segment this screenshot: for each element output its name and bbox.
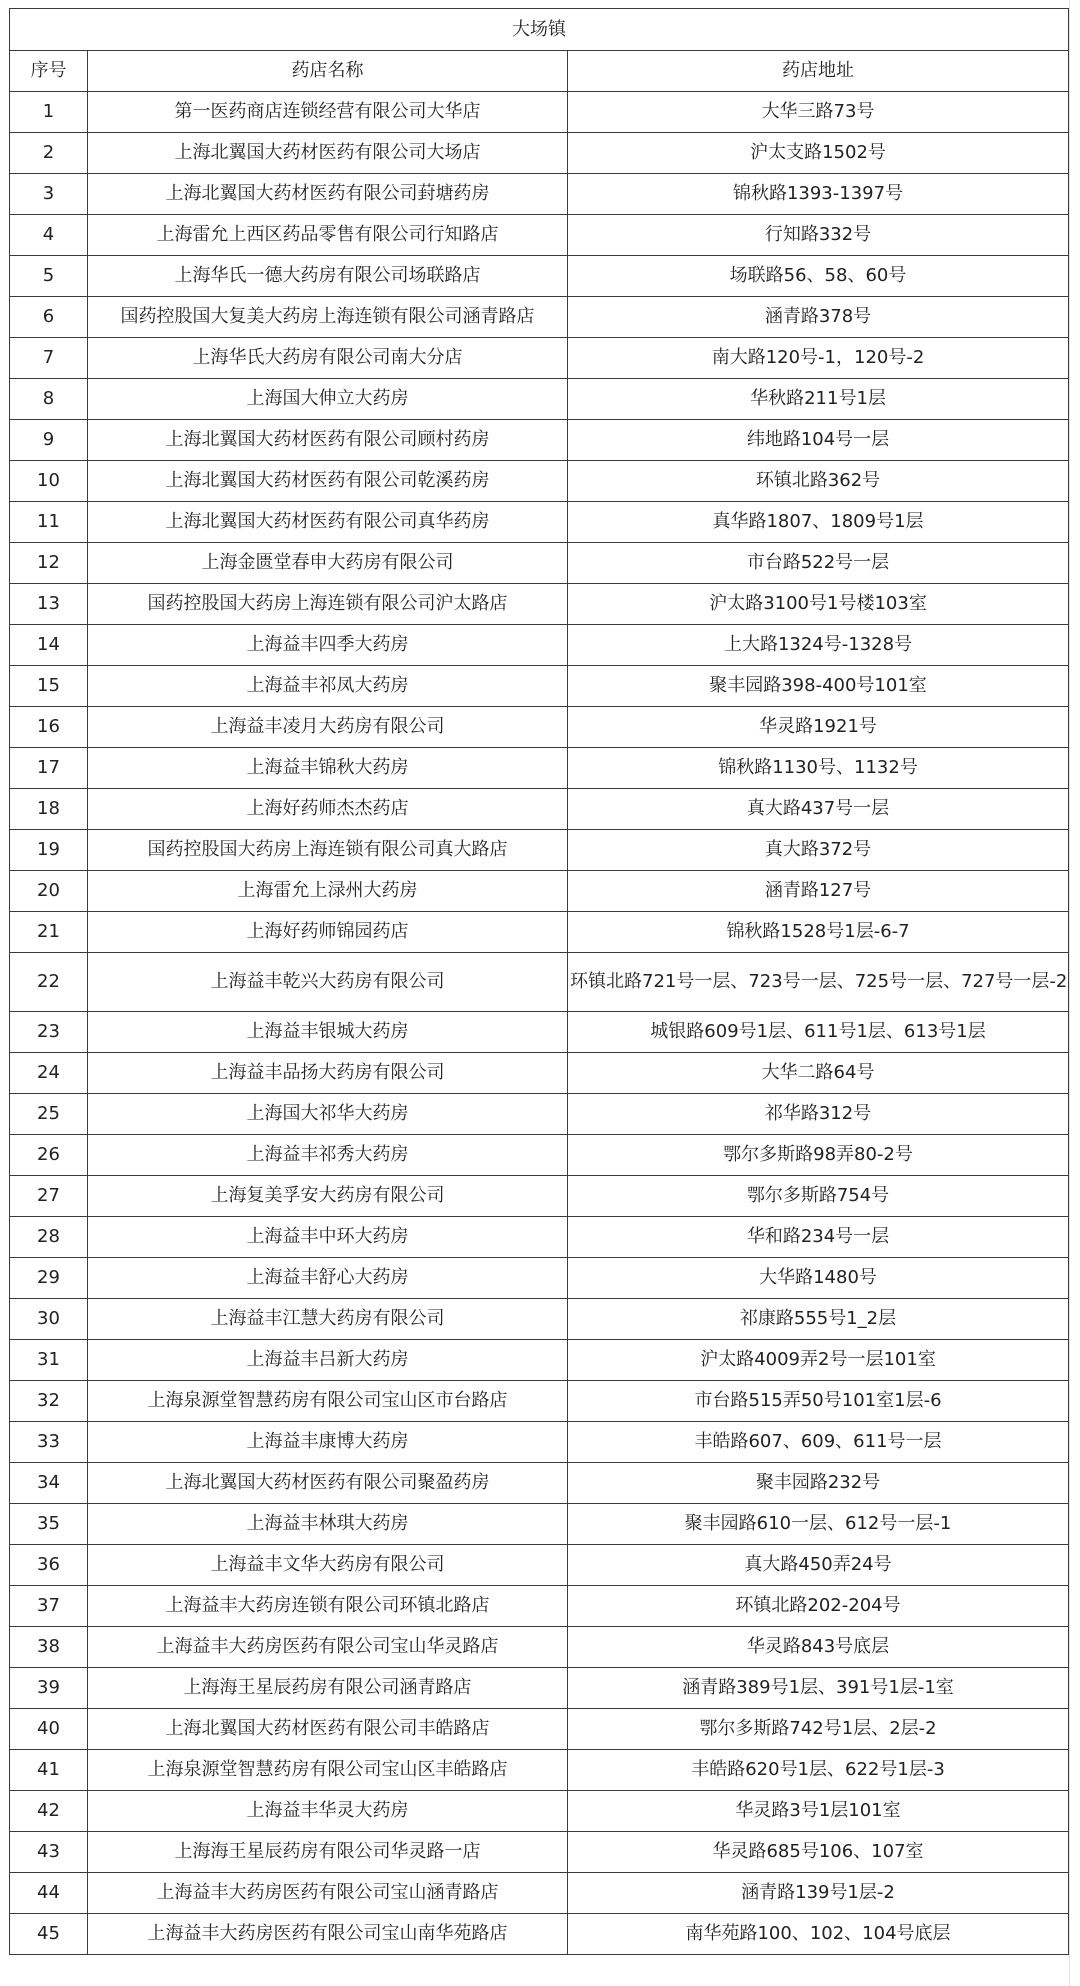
cell-pharmacy-address: 环镇北路362号 <box>568 461 1069 502</box>
cell-pharmacy-address: 大华三路73号 <box>568 92 1069 133</box>
cell-pharmacy-address: 涵青路127号 <box>568 871 1069 912</box>
cell-pharmacy-address: 祁华路312号 <box>568 1094 1069 1135</box>
cell-index: 7 <box>10 338 88 379</box>
cell-pharmacy-name: 上海益丰银城大药房 <box>88 1012 568 1053</box>
cell-pharmacy-address: 南大路120号-1，120号-2 <box>568 338 1069 379</box>
cell-pharmacy-name: 上海益丰祁秀大药房 <box>88 1135 568 1176</box>
cell-index: 15 <box>10 666 88 707</box>
cell-index: 9 <box>10 420 88 461</box>
cell-pharmacy-address: 真大路372号 <box>568 830 1069 871</box>
cell-pharmacy-name: 上海北翼国大药材医药有限公司大场店 <box>88 133 568 174</box>
cell-index: 41 <box>10 1750 88 1791</box>
cell-pharmacy-name: 上海益丰舒心大药房 <box>88 1258 568 1299</box>
cell-pharmacy-address: 丰皓路620号1层、622号1层-3 <box>568 1750 1069 1791</box>
cell-pharmacy-address: 沪太支路1502号 <box>568 133 1069 174</box>
table-row <box>10 871 1069 912</box>
cell-pharmacy-address: 沪太路3100号1号楼103室 <box>568 584 1069 625</box>
table-row <box>10 1258 1069 1299</box>
table-row <box>10 502 1069 543</box>
cell-index: 42 <box>10 1791 88 1832</box>
cell-pharmacy-address: 涵青路378号 <box>568 297 1069 338</box>
cell-pharmacy-name: 上海雷允上西区药品零售有限公司行知路店 <box>88 215 568 256</box>
cell-pharmacy-address: 环镇北路202-204号 <box>568 1586 1069 1627</box>
cell-index: 4 <box>10 215 88 256</box>
table-row <box>10 1299 1069 1340</box>
cell-index: 35 <box>10 1504 88 1545</box>
table-row <box>10 666 1069 707</box>
cell-pharmacy-address: 锦秋路1528号1层-6-7 <box>568 912 1069 953</box>
cell-pharmacy-name: 上海益丰康博大药房 <box>88 1422 568 1463</box>
cell-pharmacy-address: 华和路234号一层 <box>568 1217 1069 1258</box>
cell-pharmacy-address: 市台路522号一层 <box>568 543 1069 584</box>
cell-pharmacy-name: 上海益丰品扬大药房有限公司 <box>88 1053 568 1094</box>
cell-pharmacy-name: 上海华氏一德大药房有限公司场联路店 <box>88 256 568 297</box>
cell-index: 16 <box>10 707 88 748</box>
table-header-row <box>10 51 1069 92</box>
table-row <box>10 1750 1069 1791</box>
pharmacy-table <box>9 8 1069 1955</box>
cell-index: 45 <box>10 1914 88 1955</box>
cell-pharmacy-name: 上海益丰祁凤大药房 <box>88 666 568 707</box>
cell-pharmacy-name: 上海益丰吕新大药房 <box>88 1340 568 1381</box>
cell-pharmacy-name: 上海泉源堂智慧药房有限公司宝山区市台路店 <box>88 1381 568 1422</box>
cell-index: 43 <box>10 1832 88 1873</box>
cell-index: 28 <box>10 1217 88 1258</box>
column-header-address: 药店地址 <box>568 51 1069 92</box>
cell-pharmacy-address: 行知路332号 <box>568 215 1069 256</box>
cell-pharmacy-name: 上海益丰江慧大药房有限公司 <box>88 1299 568 1340</box>
cell-index: 19 <box>10 830 88 871</box>
cell-pharmacy-name: 上海华氏大药房有限公司南大分店 <box>88 338 568 379</box>
cell-index: 10 <box>10 461 88 502</box>
cell-pharmacy-name: 上海益丰凌月大药房有限公司 <box>88 707 568 748</box>
cell-pharmacy-address: 环镇北路721号一层、723号一层、725号一层、727号一层-2 <box>568 953 1069 1012</box>
cell-index: 29 <box>10 1258 88 1299</box>
cell-pharmacy-name: 上海国大伸立大药房 <box>88 379 568 420</box>
cell-pharmacy-address: 华秋路211号1层 <box>568 379 1069 420</box>
table-row <box>10 1053 1069 1094</box>
cell-pharmacy-name: 上海益丰乾兴大药房有限公司 <box>88 953 568 1012</box>
cell-pharmacy-address: 华灵路843号底层 <box>568 1627 1069 1668</box>
table-row <box>10 953 1069 1012</box>
table-row <box>10 584 1069 625</box>
table-row <box>10 1381 1069 1422</box>
cell-pharmacy-address: 聚丰园路398-400号101室 <box>568 666 1069 707</box>
cell-pharmacy-name: 国药控股国大药房上海连锁有限公司真大路店 <box>88 830 568 871</box>
cell-pharmacy-name: 上海北翼国大药材医药有限公司丰皓路店 <box>88 1709 568 1750</box>
cell-pharmacy-address: 华灵路3号1层101室 <box>568 1791 1069 1832</box>
cell-pharmacy-name: 上海益丰四季大药房 <box>88 625 568 666</box>
cell-pharmacy-name: 上海益丰林琪大药房 <box>88 1504 568 1545</box>
cell-pharmacy-address: 真华路1807、1809号1层 <box>568 502 1069 543</box>
cell-index: 33 <box>10 1422 88 1463</box>
cell-pharmacy-name: 上海北翼国大药材医药有限公司葑塘药房 <box>88 174 568 215</box>
cell-index: 5 <box>10 256 88 297</box>
cell-pharmacy-name: 上海益丰大药房医药有限公司宝山南华苑路店 <box>88 1914 568 1955</box>
cell-pharmacy-name: 上海益丰大药房连锁有限公司环镇北路店 <box>88 1586 568 1627</box>
table-row <box>10 1463 1069 1504</box>
table-row <box>10 1217 1069 1258</box>
cell-pharmacy-address: 大华路1480号 <box>568 1258 1069 1299</box>
table-row <box>10 461 1069 502</box>
cell-pharmacy-address: 南华苑路100、102、104号底层 <box>568 1914 1069 1955</box>
table-row <box>10 338 1069 379</box>
cell-pharmacy-address: 真大路437号一层 <box>568 789 1069 830</box>
cell-index: 31 <box>10 1340 88 1381</box>
cell-pharmacy-address: 沪太路4009弄2号一层101室 <box>568 1340 1069 1381</box>
cell-index: 38 <box>10 1627 88 1668</box>
cell-pharmacy-name: 上海金匮堂春申大药房有限公司 <box>88 543 568 584</box>
cell-index: 20 <box>10 871 88 912</box>
cell-index: 30 <box>10 1299 88 1340</box>
table-row <box>10 1668 1069 1709</box>
cell-pharmacy-name: 国药控股国大药房上海连锁有限公司沪太路店 <box>88 584 568 625</box>
cell-pharmacy-name: 上海益丰大药房医药有限公司宝山华灵路店 <box>88 1627 568 1668</box>
cell-index: 3 <box>10 174 88 215</box>
cell-index: 34 <box>10 1463 88 1504</box>
cell-index: 25 <box>10 1094 88 1135</box>
table-row <box>10 379 1069 420</box>
cell-index: 6 <box>10 297 88 338</box>
table-row <box>10 789 1069 830</box>
cell-index: 8 <box>10 379 88 420</box>
table-row <box>10 256 1069 297</box>
cell-index: 13 <box>10 584 88 625</box>
cell-pharmacy-name: 第一医药商店连锁经营有限公司大华店 <box>88 92 568 133</box>
cell-index: 22 <box>10 953 88 1012</box>
column-header-index: 序号 <box>10 51 88 92</box>
cell-index: 26 <box>10 1135 88 1176</box>
cell-index: 11 <box>10 502 88 543</box>
table-row <box>10 1832 1069 1873</box>
cell-pharmacy-address: 锦秋路1130号、1132号 <box>568 748 1069 789</box>
cell-pharmacy-address: 鄂尔多斯路754号 <box>568 1176 1069 1217</box>
cell-pharmacy-address: 华灵路685号106、107室 <box>568 1832 1069 1873</box>
table-row <box>10 707 1069 748</box>
cell-index: 23 <box>10 1012 88 1053</box>
cell-pharmacy-address: 真大路450弄24号 <box>568 1545 1069 1586</box>
cell-pharmacy-address: 祁康路555号1_2层 <box>568 1299 1069 1340</box>
cell-index: 40 <box>10 1709 88 1750</box>
table-row <box>10 912 1069 953</box>
table-row <box>10 1709 1069 1750</box>
table-row <box>10 1627 1069 1668</box>
spreadsheet-gridline <box>1069 0 1080 1986</box>
cell-pharmacy-address: 城银路609号1层、611号1层、613号1层 <box>568 1012 1069 1053</box>
cell-pharmacy-address: 场联路56、58、60号 <box>568 256 1069 297</box>
cell-index: 32 <box>10 1381 88 1422</box>
table-row <box>10 420 1069 461</box>
cell-pharmacy-name: 上海泉源堂智慧药房有限公司宝山区丰皓路店 <box>88 1750 568 1791</box>
table-row <box>10 1586 1069 1627</box>
cell-pharmacy-name: 上海复美孚安大药房有限公司 <box>88 1176 568 1217</box>
cell-pharmacy-name: 上海好药师锦园药店 <box>88 912 568 953</box>
table-row <box>10 1094 1069 1135</box>
table-title: 大场镇 <box>10 9 1069 51</box>
cell-pharmacy-address: 聚丰园路610一层、612号一层-1 <box>568 1504 1069 1545</box>
cell-pharmacy-name: 上海雷允上渌州大药房 <box>88 871 568 912</box>
cell-pharmacy-address: 丰皓路607、609、611号一层 <box>568 1422 1069 1463</box>
cell-pharmacy-name: 上海北翼国大药材医药有限公司聚盈药房 <box>88 1463 568 1504</box>
cell-pharmacy-name: 上海益丰锦秋大药房 <box>88 748 568 789</box>
cell-pharmacy-address: 锦秋路1393-1397号 <box>568 174 1069 215</box>
table-body <box>10 92 1069 1955</box>
cell-pharmacy-name: 国药控股国大复美大药房上海连锁有限公司涵青路店 <box>88 297 568 338</box>
table-row <box>10 830 1069 871</box>
table-row <box>10 1873 1069 1914</box>
table-row <box>10 1135 1069 1176</box>
table-row <box>10 1791 1069 1832</box>
cell-index: 17 <box>10 748 88 789</box>
table-row <box>10 92 1069 133</box>
cell-pharmacy-name: 上海海王星辰药房有限公司涵青路店 <box>88 1668 568 1709</box>
cell-pharmacy-address: 纬地路104号一层 <box>568 420 1069 461</box>
table-row <box>10 1422 1069 1463</box>
cell-pharmacy-name: 上海益丰中环大药房 <box>88 1217 568 1258</box>
cell-pharmacy-name: 上海益丰大药房医药有限公司宝山涵青路店 <box>88 1873 568 1914</box>
table-row <box>10 215 1069 256</box>
table-row <box>10 297 1069 338</box>
table-row <box>10 174 1069 215</box>
table-row <box>10 1504 1069 1545</box>
cell-index: 21 <box>10 912 88 953</box>
cell-pharmacy-address: 涵青路389号1层、391号1层-1室 <box>568 1668 1069 1709</box>
cell-pharmacy-address: 市台路515弄50号101室1层-6 <box>568 1381 1069 1422</box>
table-row <box>10 1012 1069 1053</box>
cell-pharmacy-name: 上海好药师杰杰药店 <box>88 789 568 830</box>
cell-pharmacy-name: 上海益丰华灵大药房 <box>88 1791 568 1832</box>
cell-pharmacy-address: 大华二路64号 <box>568 1053 1069 1094</box>
cell-index: 24 <box>10 1053 88 1094</box>
cell-index: 37 <box>10 1586 88 1627</box>
cell-index: 12 <box>10 543 88 584</box>
table-row <box>10 625 1069 666</box>
cell-pharmacy-address: 聚丰园路232号 <box>568 1463 1069 1504</box>
table-row <box>10 1176 1069 1217</box>
cell-pharmacy-address: 上大路1324号-1328号 <box>568 625 1069 666</box>
table-row <box>10 1545 1069 1586</box>
cell-index: 44 <box>10 1873 88 1914</box>
cell-index: 2 <box>10 133 88 174</box>
cell-pharmacy-name: 上海国大祁华大药房 <box>88 1094 568 1135</box>
table-title-row <box>10 9 1069 51</box>
table-row <box>10 133 1069 174</box>
cell-index: 36 <box>10 1545 88 1586</box>
table-row <box>10 1914 1069 1955</box>
cell-pharmacy-name: 上海北翼国大药材医药有限公司真华药房 <box>88 502 568 543</box>
cell-index: 18 <box>10 789 88 830</box>
cell-pharmacy-name: 上海北翼国大药材医药有限公司乾溪药房 <box>88 461 568 502</box>
cell-pharmacy-address: 华灵路1921号 <box>568 707 1069 748</box>
table-row <box>10 748 1069 789</box>
cell-pharmacy-name: 上海益丰文华大药房有限公司 <box>88 1545 568 1586</box>
table-row <box>10 543 1069 584</box>
table-row <box>10 1340 1069 1381</box>
cell-pharmacy-address: 鄂尔多斯路742号1层、2层-2 <box>568 1709 1069 1750</box>
cell-pharmacy-name: 上海北翼国大药材医药有限公司顾村药房 <box>88 420 568 461</box>
cell-pharmacy-address: 鄂尔多斯路98弄80-2号 <box>568 1135 1069 1176</box>
cell-index: 1 <box>10 92 88 133</box>
cell-index: 14 <box>10 625 88 666</box>
column-header-name: 药店名称 <box>88 51 568 92</box>
cell-pharmacy-address: 涵青路139号1层-2 <box>568 1873 1069 1914</box>
cell-pharmacy-name: 上海海王星辰药房有限公司华灵路一店 <box>88 1832 568 1873</box>
cell-index: 39 <box>10 1668 88 1709</box>
cell-index: 27 <box>10 1176 88 1217</box>
